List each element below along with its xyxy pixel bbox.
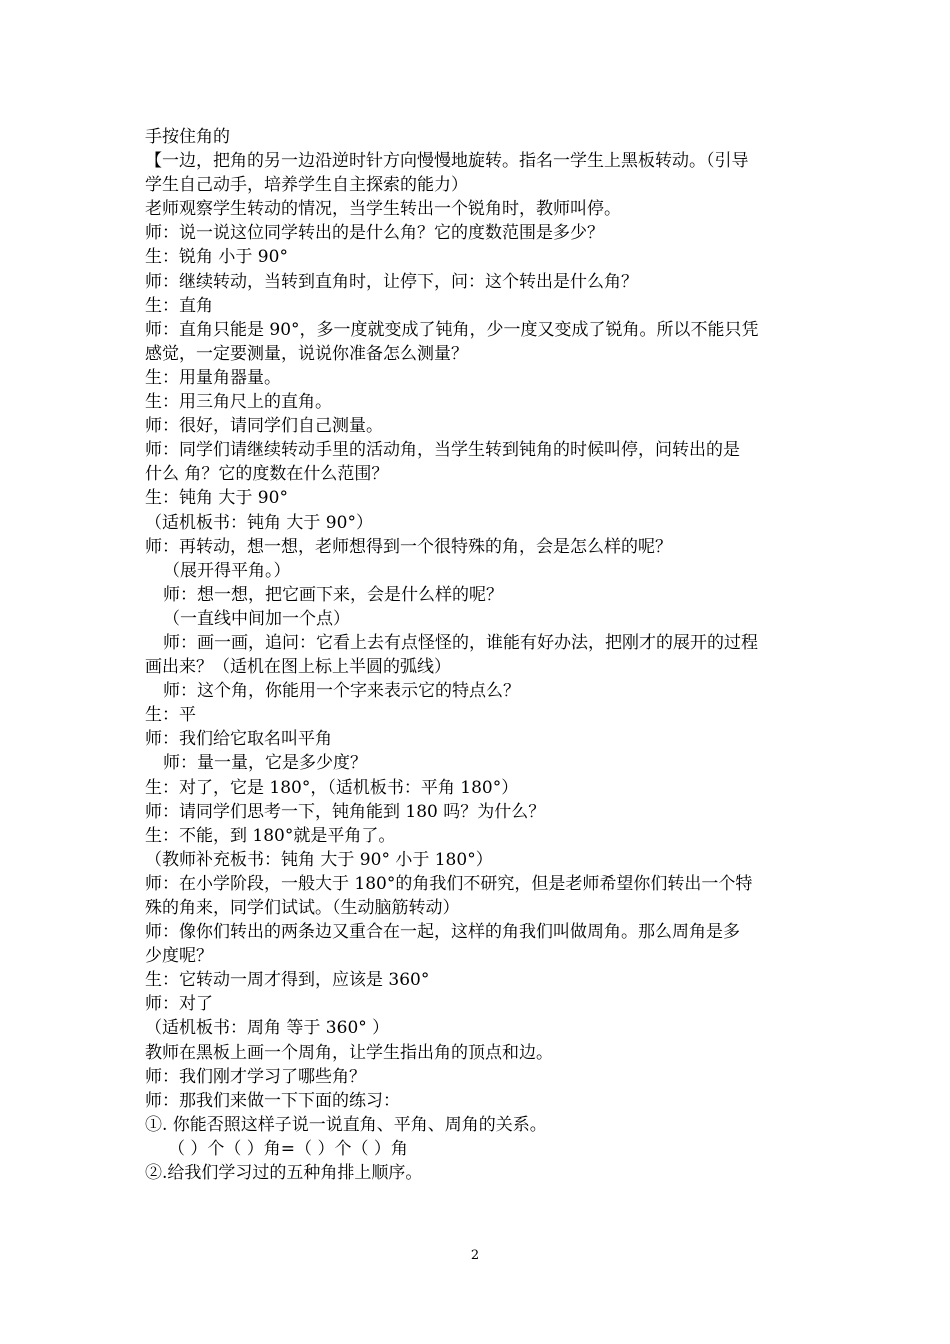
text-line: 师：同学们请继续转动手里的活动角，当学生转到钝角的时候叫停，问转出的是 bbox=[145, 440, 740, 461]
text-line: 生：平 bbox=[145, 705, 196, 726]
text-line: 教师在黑板上画一个周角，让学生指出角的顶点和边。 bbox=[145, 1042, 553, 1063]
text-line: （适机板书：钝角 大于 90°） bbox=[145, 512, 373, 533]
text-line: 师：像你们转出的两条边又重合在一起，这样的角我们叫做周角。那么周角是多 bbox=[145, 922, 740, 943]
text-line: 师：请同学们思考一下，钝角能到 180 吗？为什么？ bbox=[145, 801, 546, 822]
text-line: 师：直角只能是 90°，多一度就变成了钝角，少一度又变成了锐角。所以不能只凭 bbox=[145, 319, 759, 340]
text-line: 生：钝角 大于 90° bbox=[145, 488, 288, 509]
text-line: 师：说一说这位同学转出的是什么角？它的度数范围是多少？ bbox=[145, 223, 604, 244]
text-line: ①. 你能否照这样子说一说直角、平角、周角的关系。 bbox=[145, 1114, 547, 1135]
text-line: （ ）个（ ）角=（ ）个（ ）角 bbox=[168, 1138, 408, 1159]
text-line: 手按住角的 bbox=[145, 127, 230, 147]
text-line: 师：在小学阶段，一般大于 180°的角我们不研究，但是老师希望你们转出一个特 bbox=[145, 873, 753, 894]
text-line: 师：那我们来做一下下面的练习： bbox=[145, 1090, 400, 1111]
text-line: 殊的角来，同学们试试。（生动脑筋转动） bbox=[145, 898, 460, 918]
text-line: 感觉，一定要测量，说说你准备怎么测量？ bbox=[145, 343, 468, 364]
text-line: 师：对了 bbox=[145, 994, 213, 1015]
text-line: 师：继续转动，当转到直角时，让停下，问：这个转出是什么角？ bbox=[145, 271, 638, 292]
text-line: 师：很好，请同学们自己测量。 bbox=[145, 416, 383, 437]
text-line: 生：不能，到 180°就是平角了。 bbox=[145, 825, 396, 846]
text-line: （一直线中间加一个点） bbox=[163, 608, 350, 629]
text-line: 师：再转动，想一想，老师想得到一个很特殊的角，会是怎么样的呢？ bbox=[145, 536, 672, 557]
text-line: （适机板书：周角 等于 360° ） bbox=[145, 1018, 390, 1039]
text-line: 生：锐角 小于 90° bbox=[145, 247, 288, 268]
text-line: （展开得平角。） bbox=[163, 560, 291, 581]
page-number: 2 bbox=[470, 1248, 480, 1263]
text-line: 生：对了，它是 180°，（适机板书：平角 180°） bbox=[145, 777, 519, 798]
text-line: 生：用三角尺上的直角。 bbox=[145, 392, 332, 413]
text-line: 师：画一画，追问：它看上去有点怪怪的，谁能有好办法，把刚才的展开的过程 bbox=[163, 632, 758, 653]
text-line: 画出来？（适机在图上标上半圆的弧线） bbox=[145, 657, 451, 678]
text-line: 生：用量角器量。 bbox=[145, 367, 281, 388]
text-line: 师：这个角，你能用一个字来表示它的特点么？ bbox=[163, 681, 520, 702]
text-line: 师：我们给它取名叫平角 bbox=[145, 729, 332, 750]
text-line: 【一边，把角的另一边沿逆时针方向慢慢地旋转。指名一学生上黑板转动。（引导 bbox=[145, 151, 749, 172]
text-line: 师：想一想，把它画下来，会是什么样的呢？ bbox=[163, 584, 503, 605]
text-line: 师：我们刚才学习了哪些角？ bbox=[145, 1066, 366, 1087]
text-line: 生：它转动一周才得到，应该是 360° bbox=[145, 970, 430, 991]
text-line: 少度呢？ bbox=[145, 946, 213, 967]
text-line: 师：量一量，它是多少度？ bbox=[163, 753, 367, 774]
text-line: ②.给我们学习过的五种角排上顺序。 bbox=[145, 1163, 423, 1184]
text-line: 生：直角 bbox=[145, 295, 213, 316]
text-line: 什么 角？它的度数在什么范围？ bbox=[145, 464, 389, 485]
text-line: 学生自己动手，培养学生自主探索的能力） bbox=[145, 175, 468, 196]
text-line: （教师补充板书：钝角 大于 90° 小于 180°） bbox=[145, 849, 493, 870]
text-line: 老师观察学生转动的情况，当学生转出一个锐角时，教师叫停。 bbox=[145, 199, 621, 220]
body-text bbox=[145, 125, 815, 1185]
